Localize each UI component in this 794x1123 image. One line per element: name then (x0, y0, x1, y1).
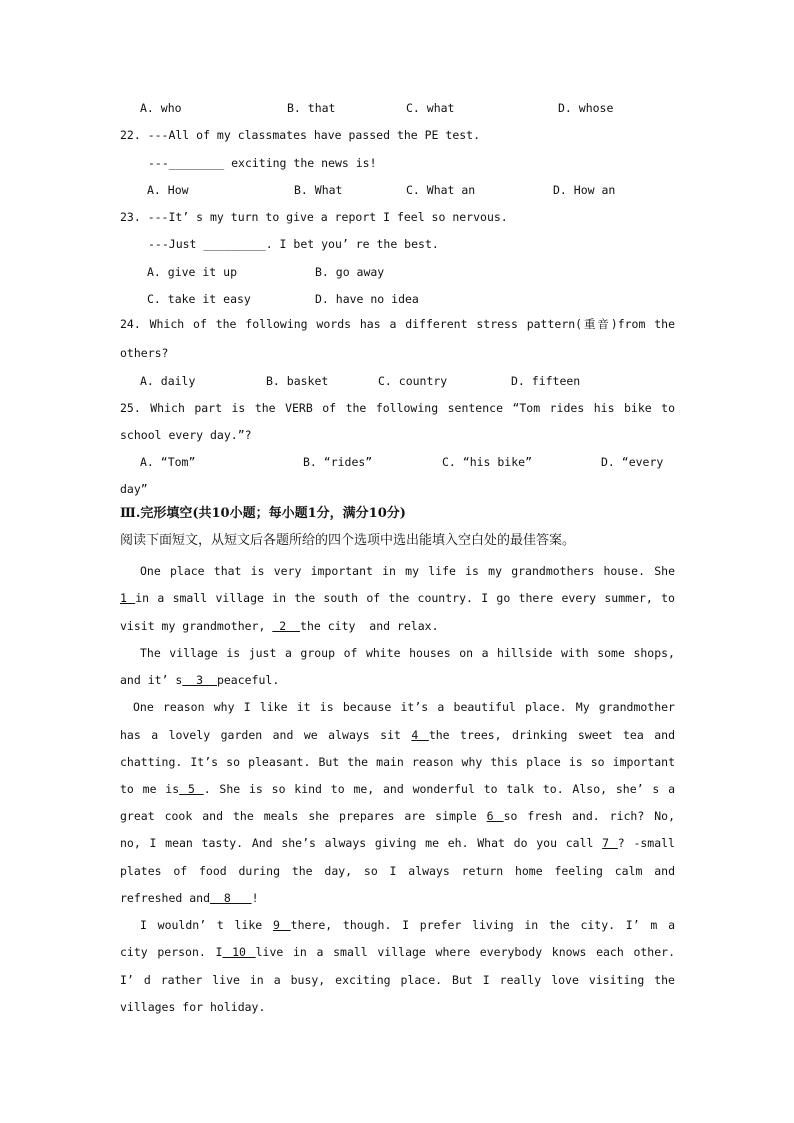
q25-question: 25. Which part is the VERB of the following sentence “Tom rides his bike to (120, 401, 675, 415)
passage-p1-line1: One place that is very important in my life is my grandmothers house. She (140, 564, 675, 578)
q24-option-a: A. daily (140, 374, 196, 388)
q22-option-a: A. How (147, 183, 189, 197)
passage-p2-line1: The village is just a group of white houses on a hillside with some shops, (140, 646, 675, 660)
q23-question: 23. ---It’ s my turn to give a report I feel so nervous. (120, 210, 508, 224)
blank-5: 5 (179, 782, 204, 796)
passage-p1-line3: visit my grandmother, 2 the city and relax. (120, 619, 439, 633)
q22-reply: ---________ exciting the news is! (148, 156, 377, 170)
passage-p4-line3: I’ d rather live in a busy, exciting place. But I really love visiting the (120, 973, 675, 987)
blank-9: 9 (272, 918, 291, 932)
q22-blank: ________ (168, 156, 225, 170)
q23-option-b: B. go away (315, 265, 385, 279)
blank-1: 1 (120, 591, 136, 605)
q24-option-c: C. country (378, 374, 448, 388)
passage-p4-line4: villages for holiday. (120, 1000, 266, 1014)
blank-2: 2 (272, 619, 301, 633)
q21-option-b: B. that (287, 101, 336, 115)
blank-7: 7 (602, 836, 618, 850)
q24-option-d: D. fifteen (511, 374, 581, 388)
q23-reply: ---Just _________. I bet you’ re the best. (148, 237, 439, 251)
blank-4: 4 (411, 728, 429, 742)
q21-option-c: C. what (406, 101, 455, 115)
q21-option-d: D. whose (558, 101, 614, 115)
section-heading: Ⅲ.完形填空(共10小题；每小题1分，满分10分) (120, 506, 406, 521)
q25-option-a: A. “Tom” (140, 455, 196, 469)
passage-p3-line1: One reason why I like it is because it’s a beautiful place. My grandmother (133, 700, 675, 714)
q24-option-b: B. basket (266, 374, 329, 388)
passage-p3-line2: has a lovely garden and we always sit 4 the trees, drinking sweet tea and (120, 728, 675, 742)
q23-option-a: A. give it up (147, 265, 238, 279)
passage-p1-line2: 1 in a small village in the south of the country. I go there every summer, to (120, 591, 675, 605)
q25-option-b: B. “rides” (303, 455, 373, 469)
q23-option-c: C. take it easy (147, 292, 251, 306)
passage-p3-line5: great cook and the meals she prepares are simple 6 so fresh and. rich? No, (120, 809, 675, 823)
q23-blank: _________ (203, 237, 266, 251)
blank-8: 8 (210, 891, 252, 905)
passage-p3-line4: to me is 5 . She is so kind to me, and wonderful to talk to. Also, she’ s a (120, 782, 675, 796)
passage-p3-line8: refreshed and 8 ! (120, 891, 259, 905)
q24-question: 24. Which of the following words has a different stress pattern(重音)from the (120, 317, 675, 331)
q25-question-wrap: school every day.”? (120, 428, 252, 442)
q25-option-d: D. “every (601, 455, 664, 469)
q22-option-d: D. How an (553, 183, 616, 197)
passage-p2-line2: and it’ s 3 peaceful. (120, 673, 280, 687)
q25-option-c: C. “his bike” (442, 455, 533, 469)
passage-p3-line6: no, I mean tasty. And she’s always giving me eh. What do you call 7 ? -small (120, 836, 675, 850)
section-instruction: 阅读下面短文，从短文后各题所给的四个选项中选出能填入空白处的最佳答案。 (120, 533, 576, 548)
passage-p3-line7: plates of food during the day, so I always return home feeling calm and (120, 864, 675, 878)
q21-option-a: A. who (140, 101, 182, 115)
q22-option-c: C. What an (406, 183, 476, 197)
passage-p4-line1: I wouldn’ t like 9 there, though. I prefer living in the city. I’ m a (140, 918, 675, 932)
blank-3: 3 (182, 673, 217, 687)
q22-option-b: B. What (294, 183, 343, 197)
passage-p4-line2: city person. I 10 live in a small village where everybody knows each other. (120, 945, 675, 959)
q23-option-d: D. have no idea (315, 292, 419, 306)
blank-10: 10 (222, 945, 256, 959)
q22-question: 22. ---All of my classmates have passed the PE test. (120, 128, 481, 142)
passage-p3-line3: chatting. It’s so pleasant. But the main reason why this place is so important (120, 755, 675, 769)
blank-6: 6 (486, 809, 504, 823)
q24-question-wrap: others? (120, 346, 169, 360)
q25-option-d-wrap: day” (120, 482, 148, 496)
